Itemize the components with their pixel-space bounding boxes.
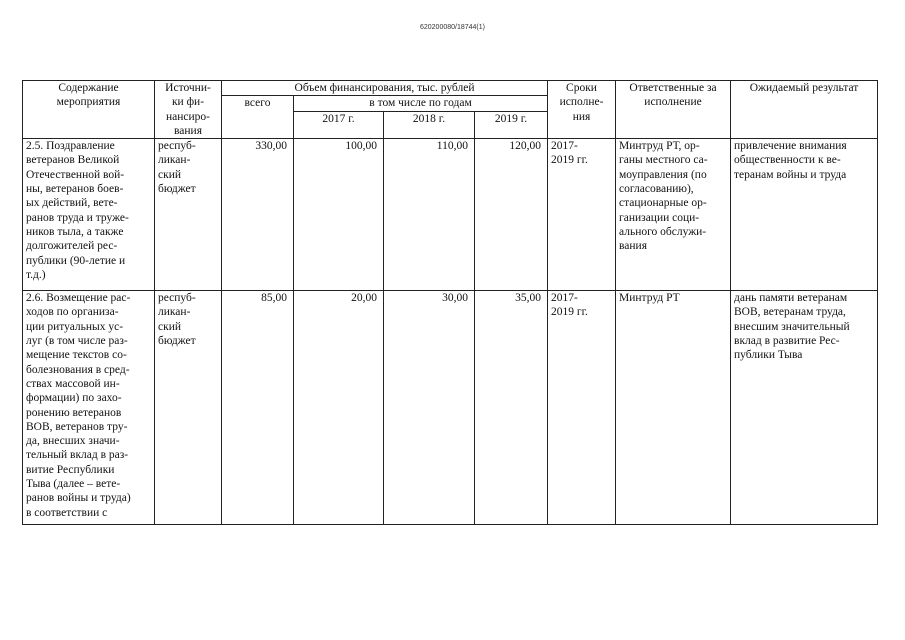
table-row	[23, 291, 878, 525]
cell-source: респуб- ликан- ский бюджет	[155, 291, 222, 525]
cell-2019: 35,00	[475, 291, 548, 525]
cell-2018: 110,00	[384, 139, 475, 291]
cell-responsible: Минтруд РТ, ор- ганы местного са- моуправления (по согласованию), стационарные ор- ганизации соци- ального обслужи- вания	[616, 139, 731, 291]
header-funding: Объем финансирования, тыс. рублей	[222, 81, 548, 96]
header-year-2019: 2019 г.	[475, 112, 548, 139]
cell-content: 2.6. Возмещение рас- ходов по организа- ции ритуальных ус- луг (в том числе раз- мещение текстов со- болезнования в сред- ствах массовой ин- формации) по захо- ронению ветеранов ВОВ, ветеранов тру- да, внесших значи- тельный вклад в раз- витие Республики Тыва (далее – вете- ранов войны и труда) в соответствии с	[23, 291, 155, 525]
funding-table	[22, 80, 878, 525]
cell-responsible: Минтруд РТ	[616, 291, 731, 525]
header-responsible: Ответственные за исполнение	[616, 81, 731, 139]
header-content: Содержание мероприятия	[23, 81, 155, 139]
cell-total: 330,00	[222, 139, 294, 291]
header-by-years: в том числе по годам	[294, 96, 548, 112]
header-sources: Источни- ки фи- нансиро- вания	[155, 81, 222, 139]
cell-result: привлечение внимания общественности к ве- теранам войны и труда	[731, 139, 878, 291]
cell-source: респуб- ликан- ский бюджет	[155, 139, 222, 291]
cell-2017: 100,00	[294, 139, 384, 291]
cell-total: 85,00	[222, 291, 294, 525]
cell-content: 2.5. Поздравление ветеранов Великой Отечественной вой- ны, ветеранов боев- ых действий, вете- ранов труда и труже- ников тыла, а также долгожителей рес- публики (90-летие и т.д.)	[23, 139, 155, 291]
cell-2019: 120,00	[475, 139, 548, 291]
header-result: Ожидаемый результат	[731, 81, 878, 139]
table-row	[23, 139, 878, 291]
cell-2018: 30,00	[384, 291, 475, 525]
header-year-2017: 2017 г.	[294, 112, 384, 139]
document-id: 620200080/18744(1)	[419, 24, 485, 31]
header-year-2018: 2018 г.	[384, 112, 475, 139]
cell-2017: 20,00	[294, 291, 384, 525]
header-total: всего	[222, 96, 294, 139]
header-terms: Сроки исполне- ния	[548, 81, 616, 139]
cell-result: дань памяти ветеранам ВОВ, ветеранам труда, внесшим значительный вклад в развитие Рес- публики Тыва	[731, 291, 878, 525]
cell-terms: 2017- 2019 гг.	[548, 139, 616, 291]
cell-terms: 2017- 2019 гг.	[548, 291, 616, 525]
